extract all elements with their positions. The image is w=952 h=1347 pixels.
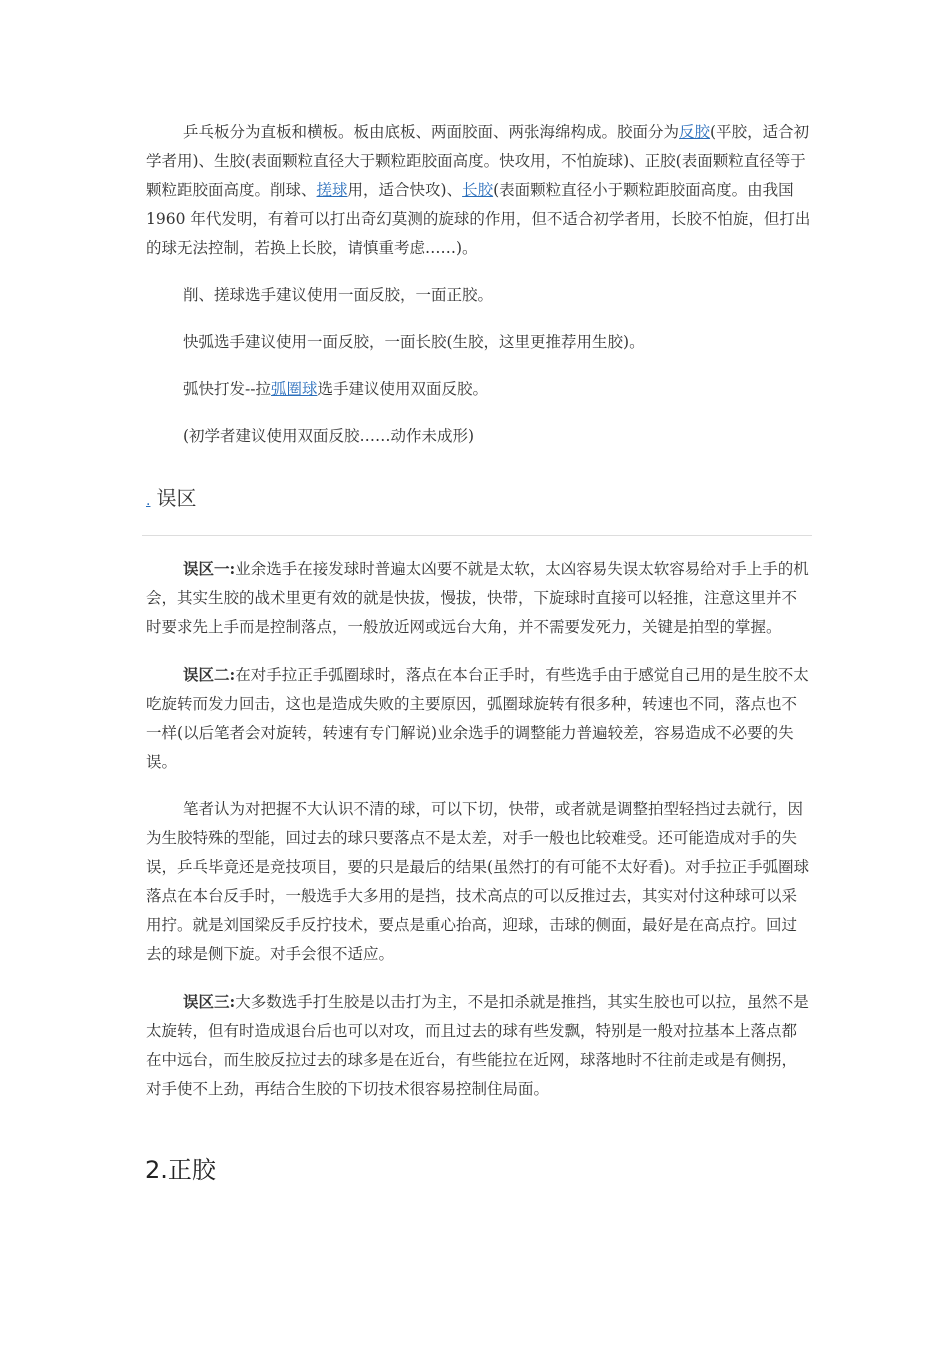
section-heading-misconceptions (146, 482, 196, 511)
intro-section (146, 118, 812, 469)
section-title: 误区 (156, 486, 197, 510)
misconception-1 (146, 554, 812, 642)
misconception-2-label: 误区二: (183, 665, 236, 684)
misconception-1-label: 误区一: (183, 559, 236, 578)
misconception-2-text: 在对手拉正手弧圈球时，落点在本台正手时，有些选手由于感觉自己用的是生胶不太吃旋转而发力回击，这也是造成失败的主要原因，弧圈球旋转有很多种，转速也不同，落点也不一样(以后笔者会对旋转，转速有专门解说)业余选手的调整能力普遍较差，容易造成不必要的失误。 (146, 666, 809, 771)
section-divider (142, 535, 812, 536)
author-opinion: 笔者认为对把握不大认识不清的球，可以下切，快带，或者就是调整拍型轻挡过去就行，因为生胶特殊的型能，回过去的球只要落点不是太差，对手一般也比较难受。还可能造成对手的失误，乒乓毕竟还是竞技项目，要的只是最后的结果(虽然打的有可能不太好看)。对手拉正手弧圈球落点在本台反手时，一般选手大多用的是挡，技术高点的可以反推过去，其实对付这种球可以采用拧。就是刘国梁反手反拧技术，要点是重心抬高，迎球，击球的侧面，最好是在高点拧。回过去的球是侧下旋。对手会很不适应。 (146, 800, 810, 963)
misconceptions-body (146, 554, 812, 1122)
intro-paragraph (146, 118, 812, 263)
misconception-3-text: 大多数选手打生胶是以击打为主，不是扣杀就是推挡，其实生胶也可以拉，虽然不是太旋转，但有时造成退台后也可以对攻，而且过去的球有些发飘，特别是一般对拉基本上落点都在中远台，而生胶反拉过去的球多是在近台，有些能拉在近网，球落地时不往前走或是有侧拐，对手使不上劲，再结合生胶的下切技术很容易控制住局面。 (146, 993, 809, 1098)
intro-text-4: (表面颗粒直径小于颗粒距胶面高度。由我国 1960 年代发明，有着可以打出奇幻莫测的旋球的作用，但不适合初学者用，长胶不怕旋，但打出的球无法控制，若换上长胶，请慎重考虑……)。 (146, 181, 811, 257)
advice-chop: 削、搓球选手建议使用一面反胶，一面正胶。 (183, 286, 494, 304)
intro-text-1: 乒乓板分为直板和横板。板由底板、两面胶面、两张海绵构成。胶面分为 (183, 123, 680, 141)
advice-beginner: (初学者建议使用双面反胶……动作未成形) (183, 427, 475, 445)
link-changjiao[interactable]: 长胶 (462, 181, 494, 199)
intro-text-2: (平胶，适合初学者用)、生胶(表面颗粒直径大于颗粒距胶面高度。快攻用，不怕旋球)、正胶(表面颗粒直径等于颗粒距胶面高度。削球、 (146, 123, 810, 199)
misconception-3-label: 误区三: (183, 992, 236, 1011)
misconception-2 (146, 660, 812, 777)
intro-text-3: 用，适合快攻)、 (347, 181, 463, 199)
link-cuoqiu[interactable]: 搓球 (316, 181, 348, 199)
next-section-heading: 2.正胶 (145, 1156, 216, 1184)
advice-loop (146, 375, 812, 404)
link-huquanqiu[interactable]: 弧圈球 (270, 380, 318, 398)
advice-loop-text-1: 弧快打发--拉 (183, 380, 271, 398)
advice-fast-loop: 快弧选手建议使用一面反胶，一面长胶(生胶，这里更推荐用生胶)。 (183, 333, 645, 351)
heading-anchor-link[interactable]: . (146, 493, 151, 509)
misconception-1-text: 业余选手在接发球时普遍太凶要不就是太软，太凶容易失误太软容易给对手上手的机会，其实生胶的战术里更有效的就是快拔，慢拔，快带，下旋球时直接可以轻推，注意这里并不时要求先上手而是控制落点，一般放近网或远台大角，并不需要发死力，关键是拍型的掌握。 (146, 560, 809, 636)
link-fanjiao[interactable]: 反胶 (679, 123, 711, 141)
misconception-3 (146, 987, 812, 1104)
advice-loop-text-2: 选手建议使用双面反胶。 (317, 380, 489, 398)
